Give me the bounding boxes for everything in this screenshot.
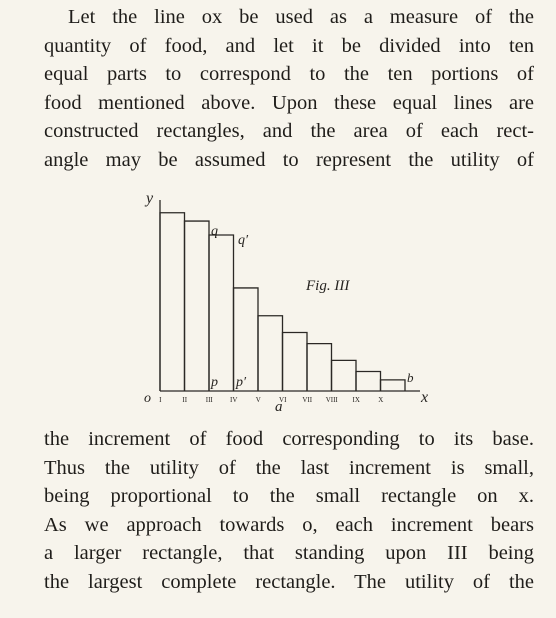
bar-II: [185, 221, 210, 391]
tick-label: VIII: [325, 396, 338, 404]
tick-label: IV: [230, 396, 238, 404]
text-line: the largest complete rectangle. The utility of the: [44, 570, 534, 593]
tick-label: III: [205, 396, 213, 404]
tick-label: X: [378, 396, 384, 404]
point-label-b: b: [407, 370, 414, 385]
bar-IV: [234, 288, 259, 391]
y-axis-label: y: [146, 190, 154, 207]
text-line: the increment of food corresponding to its base.: [44, 428, 534, 450]
text-line: As we approach towards o, each increment bears: [44, 513, 534, 536]
point-label-q: q: [211, 224, 218, 239]
point-label-p-prime: p′: [236, 375, 247, 390]
bar-III: [209, 235, 234, 391]
bar-IX: [356, 372, 381, 392]
tick-label: I: [159, 396, 162, 404]
paragraph-bottom: [44, 425, 534, 597]
bar-VII: [307, 344, 332, 391]
tick-label: II: [182, 396, 188, 404]
tick-label: IX: [352, 396, 360, 404]
bar-VIII: [332, 360, 357, 391]
bar-V: [258, 316, 283, 391]
text-line: equal parts to correspond to the ten portions of: [44, 63, 534, 86]
text-line: being proportional to the small rectangle on x.: [44, 485, 534, 508]
text-line: Let the line ox be used as a measure of the: [68, 6, 534, 28]
origin-label: o: [144, 391, 151, 406]
text-line: Thus the utility of the last increment is small,: [44, 456, 534, 479]
text-line: a larger rectangle, that standing upon III being: [44, 542, 534, 565]
tick-label: V: [255, 396, 261, 404]
tick-label: VI: [279, 396, 287, 404]
bar-X: [381, 380, 406, 391]
text-line: food mentioned above. Upon these equal lines are: [44, 91, 534, 114]
tick-label: VII: [302, 396, 313, 404]
figure-caption: Fig. III: [306, 278, 350, 294]
point-label-q-prime: q′: [238, 233, 249, 248]
bar-VI: [283, 333, 308, 392]
axis-a-label: a: [275, 399, 283, 415]
text-line: constructed rectangles, and the area of each rect-: [44, 120, 534, 143]
tick-labels: [159, 396, 383, 404]
paragraph-top: [44, 3, 534, 175]
text-line: angle may be assumed to represent the utility of: [44, 148, 534, 171]
bar-I: [160, 213, 185, 391]
x-axis-label: x: [421, 389, 429, 406]
text-line: quantity of food, and let it be divided into ten: [44, 34, 534, 57]
point-label-p: p: [211, 375, 218, 390]
bar-group: [160, 213, 405, 391]
